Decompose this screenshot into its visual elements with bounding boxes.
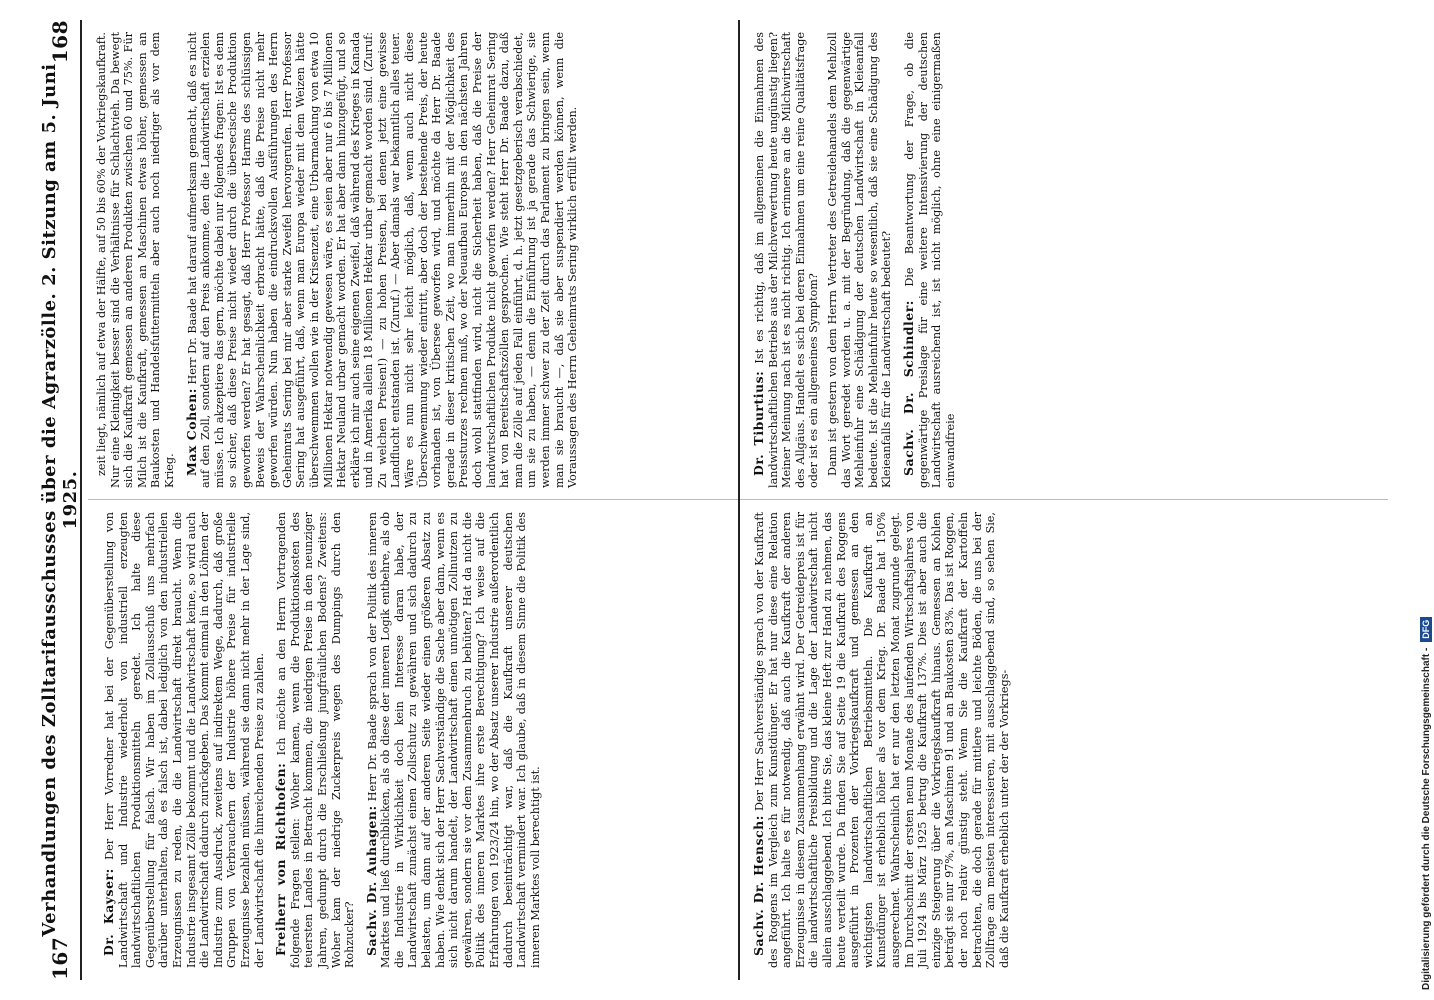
speaker-name: Sachv. Dr. Schindler: xyxy=(900,300,916,476)
left-page-number: 167 xyxy=(48,936,72,980)
digitization-credit xyxy=(1418,0,1434,1000)
paragraph-text: Dann ist gestern von dem Herrn Vertreter des Getreidehandels dem Mehlzoll das Wort geredet worden u. a. mit der Begründung, daß die gegenwärtige Mehleinfuhr eine Schädigung der deutschen Landwirtschaft in Kleieanfall bedeute. Ist die Mehleinfuhr heute so wesentlich, daß sie eine Schädigung des Kleieanfalls für die Landwirtschaft bedeutet? xyxy=(825,32,894,488)
column-2 xyxy=(88,20,738,500)
paragraph-text: Herr Dr. Baade sprach von der Politik des inneren Marktes und ließ durchblicken, als ob diese der inneren Logik entbehre, als ob die Industrie in Wirklichkeit doch kein Interesse daran habe, der Landwirtschaft zunächst einen Zollschutz zu gewähren und sich dadurch zu belasten, um dann auf der anderen Seite wieder einen größeren Absatz zu haben. Wie denkt sich der Herr Sachverständige die Sache aber dann, wenn es sich nicht darum handelt, der Landwirtschaft einen unnötigen Zollnutzen zu gewähren, sondern sie vor dem Zusammenbruch zu behüten? Hat da nicht die Politik des inneren Marktes ihre erste Berechtigung? Ich weise auf die Erfahrungen von 1923/24 hin, wo der Absatz unserer Industrie außerordentlich dadurch beeinträchtigt war, daß die Kaufkraft unserer deutschen Landwirtschaft vermindert war. Ich glaube, daß in diesem Sinne die Politik des inneren Marktes voll berechtigt ist. xyxy=(365,511,542,968)
column-3 xyxy=(738,500,1388,980)
paragraph xyxy=(274,512,357,968)
paragraph xyxy=(902,32,957,488)
paragraph-text: Der Herr Vorredner hat bei der Gegenüberstellung von Landwirtschaft und Industrie wiederholt von industriell erzeugten landwirtschaftlichen Produktionsmitteln geredet. Ich halte diese Gegenüberstellung für falsch. Wir haben im Zollausschuß uns mehrfach darüber unterhalten, daß es falsch ist, dabei lediglich von den industriellen Erzeugnissen zu reden, die die Landwirtschaft direkt braucht. Wenn die Industrie insgesamt Zölle bekommt und die Landwirtschaft keine, so wird auch die Landwirtschaft dadurch zurückgeben. Das kommt einmal in den Löhnen der Industrie zum Ausdruck, zweitens auf indirektem Wege, dadurch, daß große Gruppen von Verbrauchern der Industrie höhere Preise für industrielle Erzeugnisse bezahlen müssen, während sie dann nicht mehr in der Lage sind, der Landwirtschaft die hinreichenden Preise zu zahlen. xyxy=(103,512,266,968)
paragraph-text: Der Herr Sachverständige sprach von der Kaufkraft des Roggens im Vergleich zum Kunstdünger. Er hat nur diese eine Relation angeführt. Ich halte es für notwendig, daß auch die Kaufkraft der anderen Erzeugnisse in diesem Zusammenhang erwähnt wird. Der Getreidepreis ist für die landwirtschaftliche Preisbildung und die Lage der Landwirtschaft nicht allein ausschlaggebend. Ich bitte Sie, das kleine Heft zur Hand zu nehmen, das heute verteilt wurde. Da finden Sie auf Seite 19 die Kaufkraft des Roggens ausgeführt in Prozenten der Vorkriegskaufkraft und gemessen an den wichtigsten landwirtschaftlichen Betriebsmitteln. Die Kaufkraft an Kunstdünger ist erheblich höher als vor dem Krieg. Dr. Baade hat 150% ausgerechnet. Wahrscheinlich hat er nur den letzten Monat zugrunde gelegt. Im Durchschnitt der ersten neun Monate des laufenden Wirtschaftsjahres von Juli 1924 bis März 1925 betrug die Kaufkraft 137%. Dies ist aber auch die einzige Steigerung über die Vorkriegskaufkraft hinaus. Gemessen an Kohlen beträgt sie nur 97%, an Maschinen 91 und an Baukosten 83%. Das ist Roggen, der noch relativ günstig steht. Wenn Sie die Kaufkraft der Kartoffeln betrachten, die doch gerade für mittlere und leichte Böden, die uns bei der Zollfrage am meisten interessieren, mit ausschlaggebend sind, so sehen Sie, daß die Kaufkraft erheblich unter der der Vorkriegs- xyxy=(753,512,1011,968)
paragraph-text: Herr Dr. Baade hat darauf aufmerksam gemacht, daß es nicht auf den Zoll, sondern auf den Preis ankomme, den die Landwirtschaft erzielen müsse. Ich akzeptiere das gern, möchte dabei nur folgendes fragen: Ist es denn so sicher, daß diese Preise nicht wieder durch die übersecische Produktion geworfen werden? Er hat gesagt, daß Herr Professor Harms des schlüssigen Beweis der Wahrscheinlichkeit erbracht hätte, daß die Preise nicht mehr geworfen würden. Nun haben die eindrucksvollen Ausführungen des Herrn Geheimrats Sering bei mir aber starke Zweifel hervorgerufen. Herr Professor Sering hat ausgeführt, daß, wenn man Europa wieder mit dem Weizen hätte überschwemmen wollen wie in der Krisenzeit, eine Urbarmachung von etwa 10 Millionen Hektar notwendig gewesen wäre, es seien aber nur 6 bis 7 Millionen Hektar Neuland urbar gemacht worden. Er hat aber dann hinzugefügt, und so erkläre ich mir auch seine eigenen Zweifel, daß während des Krieges in Kanada und in Amerika allein 18 Millionen Hektar urbar gemacht worden sind. (Zuruf: Zu welchen Preisen!) — zu hohen Preisen, bei denen jetzt eine gewisse Landflucht entstanden ist. (Zuruf.) — Aber damals war bekanntlich alles teuer. Wäre es nun nicht sehr leicht möglich, daß, wenn auch nicht diese Überschwemmung wieder eintritt, aber doch der bestehende Preis, der heute vorhanden ist, von Übersee geworfen wird, und möchte da Herr Dr. Baade gerade in dieser kritischen Zeit, wo man immerhin mit der Möglichkeit des Preissturzes rechnen muß, wo der Neuaufbau Europas in den nächsten Jahren doch wohl stattfinden wird, nicht die Sicherheit haben, daß die Preise der landwirtschaftlichen Produkte nicht geworfen werden? Herr Geheimrat Sering hat von Bereitschaftszöllen gesprochen. Wie steht Herr Dr. Baade dazu, daß man die Zölle auf jeden Fall einführt, d. h. jetzt gesetzgeberisch verabschiedet, um sie zu haben, — denn die Einführung ist ja gerade das Schwierige, sie werden immer schwer zu der Zeit durch das Parlament zu bringen sein, wenn man sie braucht —, daß sie aber suspendiert werden können, wenn die Voraussagen des Herrn Geheimrats Sering wirklich erfüllt werden. xyxy=(185,32,580,488)
speaker-name: Sachv. Dr. Auhagen: xyxy=(363,805,379,956)
paragraph-text: Die Beantwortung der Frage, ob die gegenwärtige Preislage für eine weitere Intensivierung der deutschen Landwirtschaft ausreichend ist, ist nicht möglich, ohne eine einigermaßen einwandfreie xyxy=(902,32,957,488)
paragraph xyxy=(752,512,1011,968)
paragraph xyxy=(102,512,266,968)
dfg-logo: DFG xyxy=(1420,617,1432,642)
credit-text: Digitalisierung gefördert durch die Deutsche Forschungsgemeinschaft - xyxy=(1420,647,1432,990)
paragraph xyxy=(825,32,894,488)
text-columns xyxy=(88,20,1388,980)
speaker-name: Dr. Kayser: xyxy=(101,868,116,956)
speaker-name: Freiherr von Richthofen: xyxy=(273,762,289,956)
page-spread xyxy=(40,20,1420,980)
paragraph-text: zeit liegt, nämlich auf etwa der Hälfte, auf 50 bis 60% der Vorkriegskaufkraft. Nur eine Kleinigkeit besser sind die Verhältnisse für Schlachtvieh. Da bewegt sich die Kaufkraft gemessen an anderen Produkten zwischen 60 und 75%. Für Milch ist die Kaufkraft, gemessen an Maschinen etwas höher, gemessen an Baukosten und Handelsfuttermitteln aber auch noch niedriger als vor dem Krieg. xyxy=(95,32,176,488)
speaker-name: Sachv. Dr. Hensch: xyxy=(751,815,766,956)
column-4 xyxy=(738,20,1388,500)
speaker-name: Max Cohen: xyxy=(183,388,199,476)
paragraph xyxy=(94,32,177,488)
speaker-name: Dr. Tiburtius: xyxy=(751,370,766,476)
paragraph-text: Ist es richtig, daß im allgemeinen die Einnahmen des landwirtschaftlichen Betriebs aus der Milchverwertung heute ungünstig liegen? Meiner Meinung nach ist es nicht richtig. Ich erinnere an die Milchwirtschaft des Allgäus. Handelt es sich bei deren Einnahmen um eine reine Qualitätsfrage oder ist es ein allgemeines Symptom? xyxy=(753,32,821,488)
running-header xyxy=(40,20,82,980)
paragraph xyxy=(752,32,821,488)
rotated-page xyxy=(40,20,1400,980)
paragraph xyxy=(365,512,543,968)
header-title: Verhandlungen des Zolltarifausschusses über die Agrarzölle. 2. Sitzung am 5. Juni 1925. xyxy=(39,63,81,937)
column-1 xyxy=(88,500,738,980)
right-page-number: 168 xyxy=(48,20,72,64)
paragraph-text: Ich möchte an den Herrn Vortragenden folgende Fragen stellen: Woher kamen, wenn die Produktionskosten des teuersten Landes in Betracht kommen, die niedrigen Preise in den neunziger Jahren, gedumpt durch die Erschließung jungfräulichen Bodens? Zweitens: Woher kam der niedrige Zuckerpreis wegen des Dumpings durch den Rohzucker? xyxy=(275,512,357,968)
paragraph xyxy=(185,32,580,488)
